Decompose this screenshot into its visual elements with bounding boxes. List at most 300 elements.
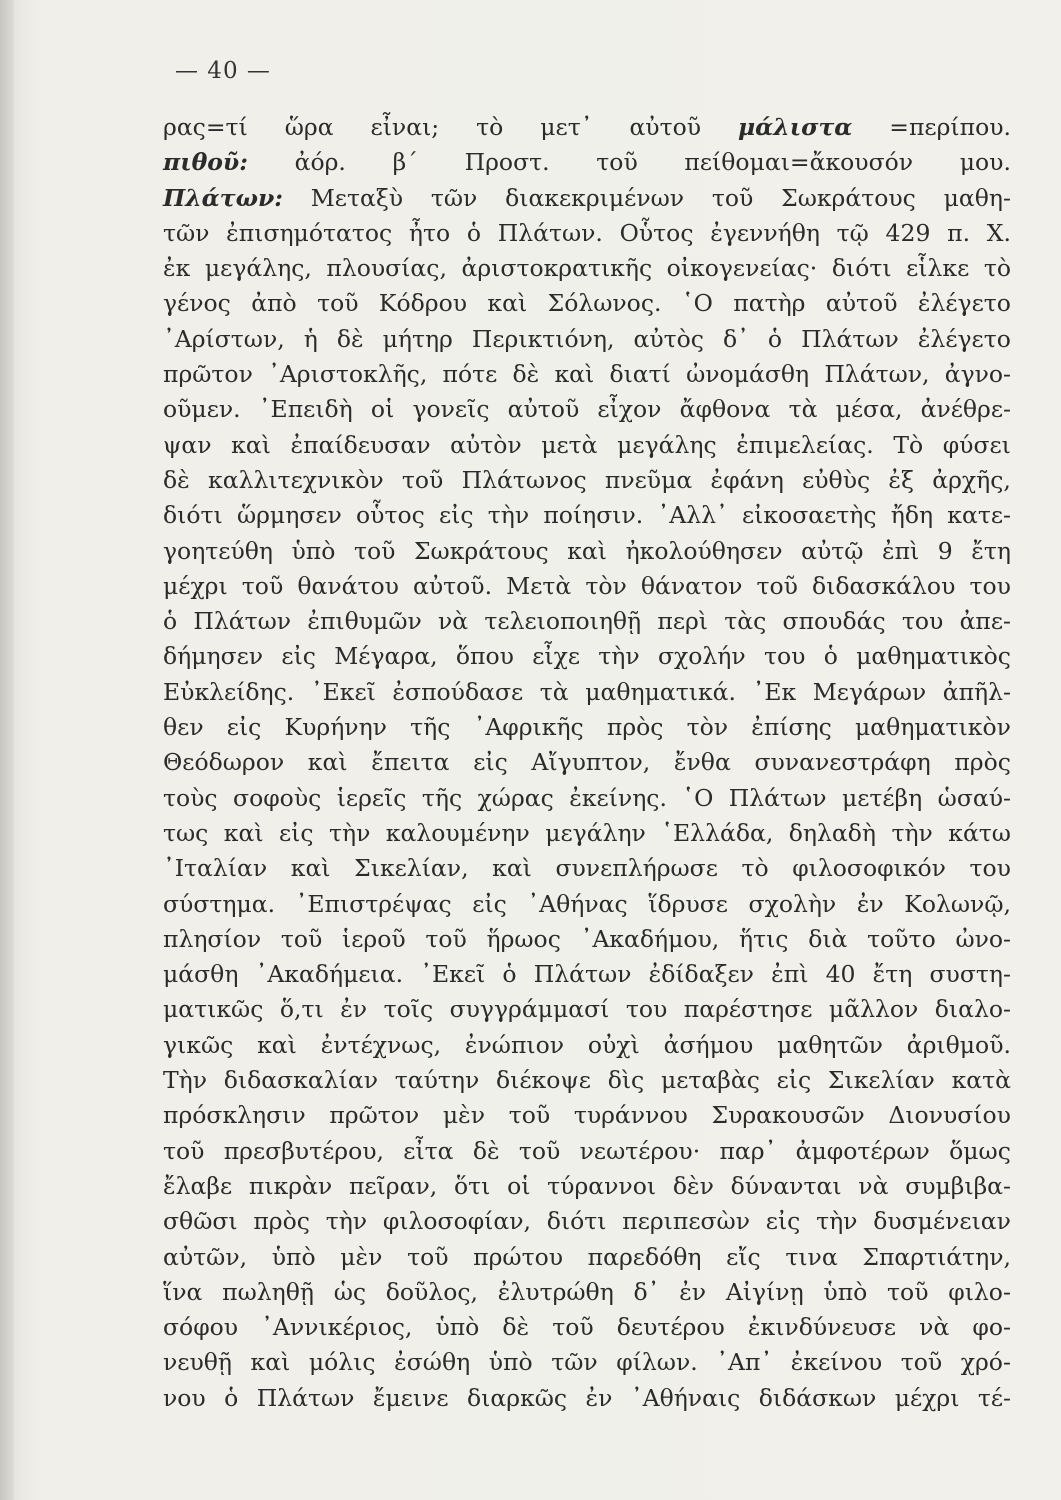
word: ἐν <box>585 1383 613 1412</box>
word: δήμησεν <box>163 642 264 671</box>
word: τοῦ <box>425 924 467 953</box>
word: ᾿Αλλ᾿ <box>657 501 728 530</box>
word: δὶς <box>607 1066 645 1095</box>
word: ἡ <box>303 324 318 353</box>
word: πλουσίας, <box>326 254 447 283</box>
word: συγγράμμασί <box>449 995 610 1024</box>
word: σθῶσι <box>163 1207 238 1236</box>
text-line <box>163 1066 1011 1101</box>
word: παρεδόθη <box>587 1242 702 1271</box>
word: ἀπῆλ- <box>942 677 1011 706</box>
word: ἐσώθη <box>394 1348 471 1377</box>
word: ὥρμησεν <box>236 501 342 530</box>
text-line <box>163 289 1011 324</box>
text-line <box>163 607 1011 642</box>
word: μαθηματικά. <box>585 677 736 706</box>
word: πρώτου <box>473 1242 563 1271</box>
word: Αἰγίνῃ <box>725 1277 804 1306</box>
word: σχολήν <box>657 642 746 671</box>
text-line <box>163 1278 1011 1313</box>
word: περὶ <box>657 607 709 636</box>
word: μαθηματικὸς <box>856 642 1011 671</box>
word: ἀόρ. <box>294 148 346 177</box>
word: ᾿Αθήναις <box>630 1383 741 1412</box>
word: ἀνέθρε- <box>920 395 1011 424</box>
word: εἰς <box>776 1066 812 1095</box>
word: διέκοψε <box>495 1066 591 1095</box>
word: εἴς <box>726 1242 761 1271</box>
word: Πλάτων, <box>824 360 930 389</box>
word: ὠνο- <box>955 924 1011 953</box>
word: 429 <box>885 218 931 247</box>
word: τως <box>163 818 209 847</box>
word: τέ- <box>977 1383 1011 1412</box>
text-line <box>163 466 1011 501</box>
word: μετ᾿ <box>540 113 593 141</box>
word: μεταβὰς <box>660 1066 760 1095</box>
text-line <box>163 1348 1011 1383</box>
word: τῶν <box>430 183 478 212</box>
word: τὴν <box>891 818 933 847</box>
word: ὁ <box>767 324 783 353</box>
word: ἐν <box>340 995 368 1024</box>
word: τοῦ <box>518 1136 561 1165</box>
word: ἐπιθυμῶν <box>307 607 422 636</box>
word: πρὸς <box>606 713 664 742</box>
word: αὐτοῦ <box>507 395 580 424</box>
word: ῾Ο <box>682 783 714 812</box>
word: ὑπὸ <box>435 1313 480 1342</box>
word: ἐκ <box>163 254 191 283</box>
word: ἵνα <box>163 1277 203 1306</box>
word: εἰς <box>473 748 508 777</box>
word: χώρας <box>477 783 554 812</box>
word: ὁ <box>224 1383 239 1412</box>
word: δυσμένειαν <box>873 1207 1011 1236</box>
word: τὸ <box>983 254 1011 283</box>
word: πρῶτον <box>163 360 253 389</box>
word: τῶν <box>551 1348 598 1377</box>
word: Θεόδωρον <box>163 748 285 777</box>
word: τυράννου <box>573 1101 688 1130</box>
word: τοῦ <box>401 465 444 494</box>
word: δὲ <box>472 1136 500 1165</box>
word: οὗτος <box>356 501 425 530</box>
word: τοῖς <box>383 995 434 1024</box>
word: Προστ. <box>464 148 550 177</box>
word: εἰς <box>438 501 474 530</box>
word: τὴν <box>816 1207 858 1236</box>
word: β΄ <box>392 148 418 177</box>
word: Μεγάρων <box>812 677 927 706</box>
word: πιθοῦ: <box>163 148 248 177</box>
word: τοῦ <box>756 571 798 600</box>
word: αὐτῶν, <box>163 1242 248 1271</box>
word: ὅτι <box>453 1171 491 1200</box>
text-line <box>163 360 1011 395</box>
word: τοῦ <box>508 1101 551 1130</box>
word: κατε- <box>947 501 1011 530</box>
word: αὐτὸς <box>633 324 704 353</box>
word: τοῦ <box>163 1136 205 1165</box>
word: συνεπλήρωσε <box>555 854 718 883</box>
word: Πλάτων <box>728 783 827 812</box>
text-line <box>163 148 1011 183</box>
text-line <box>163 501 1011 536</box>
word: π. <box>947 218 971 247</box>
word: ἐλέγετο <box>917 289 1011 318</box>
word: τινα <box>785 1242 838 1271</box>
word: μαθητῶν <box>777 1030 883 1059</box>
word: θάνατον <box>640 571 743 600</box>
word: εἰς <box>472 889 507 918</box>
word: ᾿Αφρικῆς <box>473 713 584 742</box>
word: διατί <box>609 360 671 389</box>
word: Εὐκλείδης. <box>163 677 295 706</box>
word: δ᾿ <box>633 1277 660 1306</box>
word: δηλαδὴ <box>788 818 876 847</box>
word: τὸ <box>476 113 504 141</box>
word: πνεῦμα <box>604 465 693 494</box>
word: ῾Ο <box>681 289 713 318</box>
word: τοῦ <box>280 924 323 953</box>
word: τοῦ <box>887 1277 929 1306</box>
word: πεῖραν, <box>348 1171 438 1200</box>
text-line <box>163 784 1011 819</box>
word: καὶ <box>554 360 595 389</box>
word: ἔτη <box>971 536 1011 565</box>
word: Μέγαρα, <box>334 642 438 671</box>
word: καὶ <box>290 854 331 883</box>
text-line <box>163 1137 1011 1172</box>
word: τὴν <box>328 818 371 847</box>
word: ἐλέγετο <box>917 324 1011 353</box>
word: παρέστησε <box>683 995 813 1024</box>
word: καὶ <box>307 748 348 777</box>
word: τὰς <box>724 607 767 636</box>
word: ταύτην <box>394 1066 480 1095</box>
word: ᾿Αριστοκλῆς, <box>268 360 428 389</box>
word: ἀπὸ <box>251 289 297 318</box>
text-line <box>163 219 1011 254</box>
word: πικρὰν <box>248 1171 333 1200</box>
word: μεγάλης <box>617 430 717 459</box>
word: Πλάτων: <box>163 183 283 212</box>
word: αὐτοῦ <box>629 113 702 141</box>
word: τύραννοι <box>547 1171 657 1200</box>
word: θανάτου <box>297 571 399 600</box>
word: μετὰ <box>541 430 598 459</box>
word: δὲ <box>163 465 190 494</box>
word: Τὴν <box>163 1066 208 1095</box>
word: πρὸς <box>253 1207 310 1236</box>
word: φύσει <box>942 430 1011 459</box>
word: τὰ <box>788 395 818 424</box>
word: σόφου <box>163 1313 239 1342</box>
word: τὴν <box>325 1207 368 1236</box>
word: ᾿Εκ <box>752 677 797 706</box>
word: οὐχὶ <box>587 1030 640 1059</box>
word: ἵδρυσε <box>648 889 728 918</box>
word: Οὗτος <box>619 218 694 247</box>
word: ρας=τί <box>163 113 248 141</box>
word: τοῦ <box>596 148 638 177</box>
word: καὶ <box>492 854 532 883</box>
word: αὐτοῦ. <box>413 571 493 600</box>
word: διότι <box>163 501 223 530</box>
word: μᾶλλον <box>828 995 919 1024</box>
text-line <box>163 1101 1011 1136</box>
word: Πλάτων <box>193 607 292 636</box>
word: μέσα, <box>835 395 903 424</box>
word: ᾿Εκεῖ <box>420 960 486 989</box>
word: ματικῶς <box>163 995 264 1024</box>
word: ἔπειτα <box>371 748 450 777</box>
word: μεγάλην <box>545 818 646 847</box>
word: μέχρι <box>163 571 228 600</box>
word: ὁ <box>163 607 178 636</box>
word: εἷλκε <box>906 254 970 283</box>
text-line <box>163 113 1011 148</box>
word: ἥτις <box>739 924 789 953</box>
word: τῆς <box>410 713 451 742</box>
word: ἠκολούθησεν <box>625 536 783 565</box>
word: ὡσαύ- <box>937 783 1011 812</box>
word: σύστημα. <box>163 889 276 918</box>
word: ὅπου <box>455 642 514 671</box>
word: διακεκριμένων <box>505 183 685 212</box>
word: νεωτέρου· <box>579 1136 701 1165</box>
text-line <box>163 713 1011 748</box>
word: φο- <box>972 1313 1011 1342</box>
word: ἱερεῖς <box>336 783 407 812</box>
word: γονεῖς <box>412 395 490 424</box>
word: ἔνθα <box>673 748 731 777</box>
word: ἐκινδύνευσε <box>747 1313 897 1342</box>
word: τὴν <box>487 501 530 530</box>
word: ὅμως <box>949 1136 1011 1165</box>
word: ἐπισημότατος <box>226 218 393 247</box>
word: ὡς <box>333 1277 367 1306</box>
word: καὶ <box>223 818 264 847</box>
word: πωληθῇ <box>222 1277 314 1306</box>
text-line <box>163 537 1011 572</box>
word: ἥρωος <box>486 924 561 953</box>
word: τοὺς <box>163 783 218 812</box>
word: διότι <box>546 1207 607 1236</box>
word: τοῦ <box>241 571 284 600</box>
word: Πλάτων. <box>497 218 603 247</box>
word: μάσθη <box>163 960 239 989</box>
word: καλλιτεχνικὸν <box>208 465 384 494</box>
word: ᾿Επιστρέψας <box>295 889 452 918</box>
word: πότε <box>442 360 498 389</box>
word: σπουδάς <box>782 607 886 636</box>
text-line <box>163 1207 1011 1242</box>
word: αὐτοῦ <box>825 289 898 318</box>
word: Πλάτων <box>533 960 632 989</box>
word: ὑπὸ <box>291 536 336 565</box>
word: ὁ <box>502 960 517 989</box>
word: Χ. <box>986 218 1011 247</box>
word: ἐπαίδευσαν <box>290 430 431 459</box>
body-text <box>163 113 1011 1419</box>
word: μὲν <box>442 1101 486 1130</box>
word: διότι <box>831 254 892 283</box>
word: δὲ <box>336 324 364 353</box>
word: τοῦ <box>317 289 359 318</box>
text-line <box>163 395 1011 430</box>
word: πρεσβυτέρου, <box>223 1136 384 1165</box>
word: συμβιβα- <box>905 1171 1011 1200</box>
word: ἔτη <box>872 960 913 989</box>
word: καὶ <box>250 1348 291 1377</box>
word: ᾿Ιταλίαν <box>163 854 268 883</box>
word: του <box>763 642 806 671</box>
word: ποίησιν. <box>543 501 644 530</box>
word: εἰς <box>226 713 262 742</box>
word: ἐγεννήθη <box>710 218 820 247</box>
word: διὰ <box>808 924 848 953</box>
word: ἀγνο- <box>944 360 1011 389</box>
text-line <box>163 642 1011 677</box>
word: Πλάτων <box>256 1383 355 1412</box>
word: ῾Ελλάδα, <box>661 818 774 847</box>
word: εἰς <box>765 1207 801 1236</box>
text-line <box>163 184 1011 219</box>
word: ὅ,τι <box>279 995 324 1024</box>
word: μὲν <box>340 1242 383 1271</box>
word: διδάσκων <box>758 1383 877 1412</box>
word: πείθομαι=ἄκουσόν <box>684 148 914 177</box>
text-line <box>163 890 1011 925</box>
word: τὸν <box>686 713 729 742</box>
text-line <box>163 1313 1011 1348</box>
word: ὑπὸ <box>823 1277 868 1306</box>
word: ᾿Ακαδήμεια. <box>255 960 404 989</box>
word: δευτέρου <box>616 1313 725 1342</box>
word: ἐδίδαξεν <box>648 960 754 989</box>
word: θεν <box>163 713 204 742</box>
word: νου <box>163 1383 206 1412</box>
word: ἦτο <box>408 218 451 247</box>
word: ἔμεινε <box>372 1383 449 1412</box>
word: Σωκράτους <box>413 536 549 565</box>
word: τοῦ <box>353 536 396 565</box>
word: καὶ <box>567 536 608 565</box>
word: Σωκράτους <box>781 183 916 212</box>
word: ᾿Επειδὴ <box>258 395 353 424</box>
word: αὐτῷ <box>801 536 864 565</box>
word: εἶχον <box>597 395 662 424</box>
word: 9 <box>937 536 953 565</box>
word: πρῶτον <box>329 1101 420 1130</box>
word: ἐπιμελείας. <box>736 430 874 459</box>
word: ἐσπούδασε <box>392 677 524 706</box>
text-line <box>163 819 1011 854</box>
word: μήτηρ <box>382 324 453 353</box>
word: τοῦ <box>552 1313 594 1342</box>
word: φιλοσοφίαν, <box>382 1207 532 1236</box>
word: Κυρήνην <box>284 713 387 742</box>
word: καλουμένην <box>385 818 530 847</box>
word: πρόσκλησιν <box>163 1101 306 1130</box>
word: Αἴγυπτον, <box>531 748 651 777</box>
text-line <box>163 748 1011 783</box>
word: τοῦτο <box>867 924 936 953</box>
word: δὲν <box>672 1171 714 1200</box>
word: καὶ <box>487 289 528 318</box>
word: Διονυσίου <box>888 1101 1011 1130</box>
word: τῆς <box>421 783 463 812</box>
text-line <box>163 1172 1011 1207</box>
word: εἰς <box>278 818 314 847</box>
word: δύνανται <box>730 1171 842 1200</box>
word: φιλο- <box>948 1277 1011 1306</box>
word: Σικελίαν <box>827 1066 935 1095</box>
word: ἀπε- <box>959 607 1011 636</box>
word: ἐξ <box>888 465 914 494</box>
word: μαθηματικὸν <box>855 713 1011 742</box>
word: φιλοσοφικόν <box>792 854 946 883</box>
word: ᾿Εκεῖ <box>310 677 376 706</box>
word: ᾿Ακαδήμου, <box>580 924 720 953</box>
word: νὰ <box>858 1171 889 1200</box>
word: εἰς <box>281 642 316 671</box>
word: σοφοὺς <box>233 783 322 812</box>
word: ἐν <box>679 1277 707 1306</box>
text-line <box>163 1384 1011 1419</box>
word: μεγάλης, <box>204 254 312 283</box>
text-line <box>163 1031 1011 1066</box>
word: κατὰ <box>951 1066 1011 1095</box>
word: μάλιστα <box>737 113 853 141</box>
word: γένος <box>163 289 231 318</box>
word: μου. <box>959 148 1011 177</box>
word: εἰκοσαετὴς <box>741 501 877 530</box>
word: οἰκογενείας· <box>666 254 818 283</box>
word: Πλάτωνος <box>461 465 587 494</box>
word: συστη- <box>929 960 1011 989</box>
word: νὰ <box>438 607 469 636</box>
word: πρὸς <box>954 748 1011 777</box>
word: ᾿Απ᾿ <box>716 1348 773 1377</box>
word: Σπαρτιάτην, <box>862 1242 1011 1271</box>
text-line <box>163 572 1011 607</box>
word: 40 <box>825 960 856 989</box>
word: δοῦλος, <box>385 1277 479 1306</box>
word: ἐκείνης. <box>569 783 667 812</box>
word: τῶν <box>163 218 210 247</box>
word: ᾿Αννικέριος, <box>261 1313 413 1342</box>
word: ἀριστοκρατικῆς <box>461 254 653 283</box>
word: πλησίον <box>163 924 262 953</box>
word: φίλων. <box>616 1348 698 1377</box>
word: καὶ <box>257 1030 297 1059</box>
word: τελειοποιηθῇ <box>484 607 642 636</box>
word: εἶχε <box>532 642 580 671</box>
word: ἐλυτρώθη <box>497 1277 614 1306</box>
word: ὠνομάσθη <box>686 360 810 389</box>
word: του <box>625 995 668 1024</box>
word: ἄφθονα <box>679 395 771 424</box>
page-binding-edge <box>0 0 14 1500</box>
word: τοῦ <box>900 1348 943 1377</box>
word: διδασκάλου <box>812 571 956 600</box>
word: μαθη- <box>943 183 1011 212</box>
word: εἶναι; <box>370 113 440 141</box>
word: συνανεστράφη <box>754 748 931 777</box>
